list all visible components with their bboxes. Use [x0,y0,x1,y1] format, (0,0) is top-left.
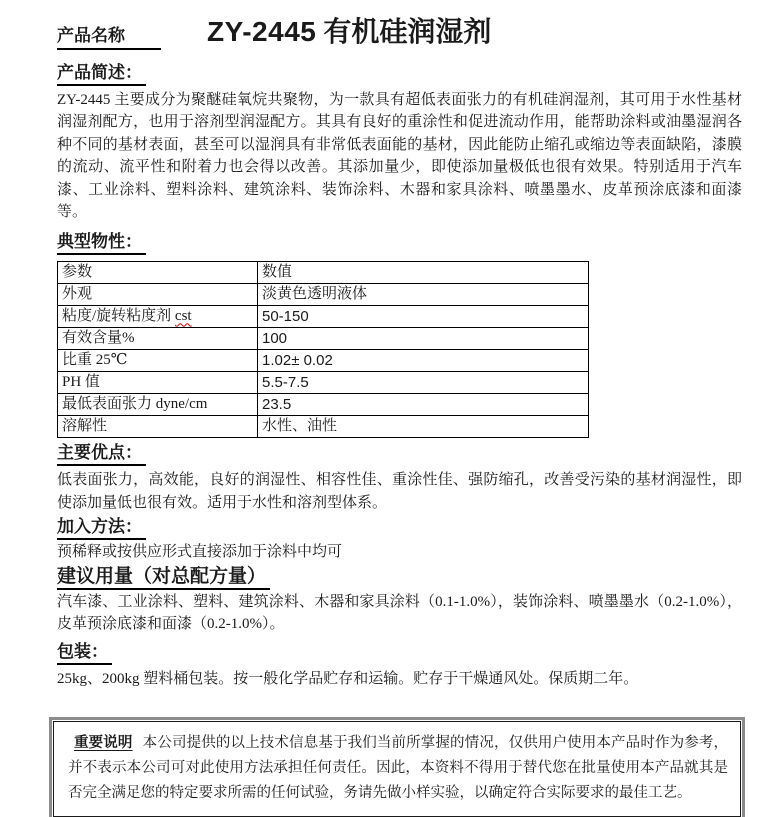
section-packaging [57,642,742,690]
properties-heading: 典型物性： [57,232,146,255]
param-cell: 最低表面张力 dyne/cm [58,394,258,416]
dosage-heading: 建议用量（对总配方量） [57,567,270,590]
param-cell: 比重 25℃ [58,350,258,372]
value-cell: 50-150 [258,306,589,328]
table-header-row [58,262,589,284]
section-dosage [57,567,742,636]
product-code: ZY-2445 [207,16,317,47]
important-notice-box [53,721,741,817]
section-addition [57,517,742,563]
properties-table [57,261,589,438]
table-row [58,394,589,416]
product-name-label: 产品名称 [57,21,161,50]
dosage-body: 汽车漆、工业涂料、塑料、建筑涂料、木器和家具涂料（0.1-1.0%），装饰涂料、喷墨墨水（0.2-1.0%），皮革预涂底漆和面漆（0.2-1.0%）。 [57,593,742,633]
page-title [207,10,491,50]
value-cell: 100 [258,328,589,350]
product-title-zh: 有机硅润湿剂 [323,17,492,48]
table-row [58,328,589,350]
advantages-body: 低表面张力，高效能，良好的润湿性、相容性佳、重涂性佳、强防缩孔，改善受污染的基材润湿性，即使添加量低也很有效。适用于水性和溶剂型体系。 [57,472,742,511]
col-header-value: 数值 [258,262,589,284]
value-cell: 淡黄色透明液体 [258,284,589,306]
advantages-heading: 主要优点： [57,443,146,466]
param-cell: 粘度/旋转粘度剂 cst [58,306,258,328]
section-brief [57,63,742,223]
brief-body: ZY-2445 主要成分为聚醚硅氧烷共聚物，为一款具有超低表面张力的有机硅润湿剂，其可用于水性基材润湿剂配方，也用于溶剂型润湿配方。其具有良好的重涂性和促进流动作用，能帮助涂料或油墨湿润各种不同的基材表面，甚至可以湿润具有非常低表面能的基材，因此能防止缩孔或缩边等表面缺陷，漆膜的流动、流平性和附着力也会得以改善。其添加量少，即使添加量极低也很有效果。特别适用于汽车漆、工业涂料、塑料涂料、建筑涂料、装饰涂料、木器和家具涂料、喷墨墨水、皮革预涂底漆和面漆等。 [57,92,742,221]
addition-body: 预稀释或按供应形式直接添加于涂料中均可 [57,544,343,561]
section-advantages [57,443,742,514]
disclaimer-label: 重要说明 [74,734,133,751]
table-row [58,306,589,328]
spellcheck-underlined-text: cst [174,308,192,325]
value-cell: 23.5 [258,394,589,416]
table-row [58,350,589,372]
disclaimer-body: 本公司提供的以上技术信息基于我们当前所掌握的情况，仅供用户使用本产品时作为参考，并不表示本公司可对此使用方法承担任何责任。因此，本资料不得用于替代您在批量使用本产品就其是否完全满足您的特定要求所需的任何试验，务请先做小样实验，以确定符合实际要求的最佳工艺。 [68,734,728,801]
section-properties [57,232,742,438]
param-cell: 外观 [58,284,258,306]
brief-heading: 产品简述： [57,63,146,86]
packaging-heading: 包装： [57,642,112,665]
param-cell: PH 值 [58,372,258,394]
table-row [58,372,589,394]
param-cell: 有效含量% [58,328,258,350]
addition-heading: 加入方法： [57,517,146,540]
table-row [58,284,589,306]
value-cell: 水性、油性 [258,416,589,438]
table-row [58,416,589,438]
value-cell: 5.5-7.5 [258,372,589,394]
packaging-body: 25kg、200kg 塑料桶包装。按一般化学品贮存和运输。贮存于干燥通风处。保质期二年。 [57,671,639,688]
value-cell: 1.02± 0.02 [258,350,589,372]
title-row [57,10,742,50]
col-header-param: 参数 [58,262,258,284]
param-cell: 溶解性 [58,416,258,438]
